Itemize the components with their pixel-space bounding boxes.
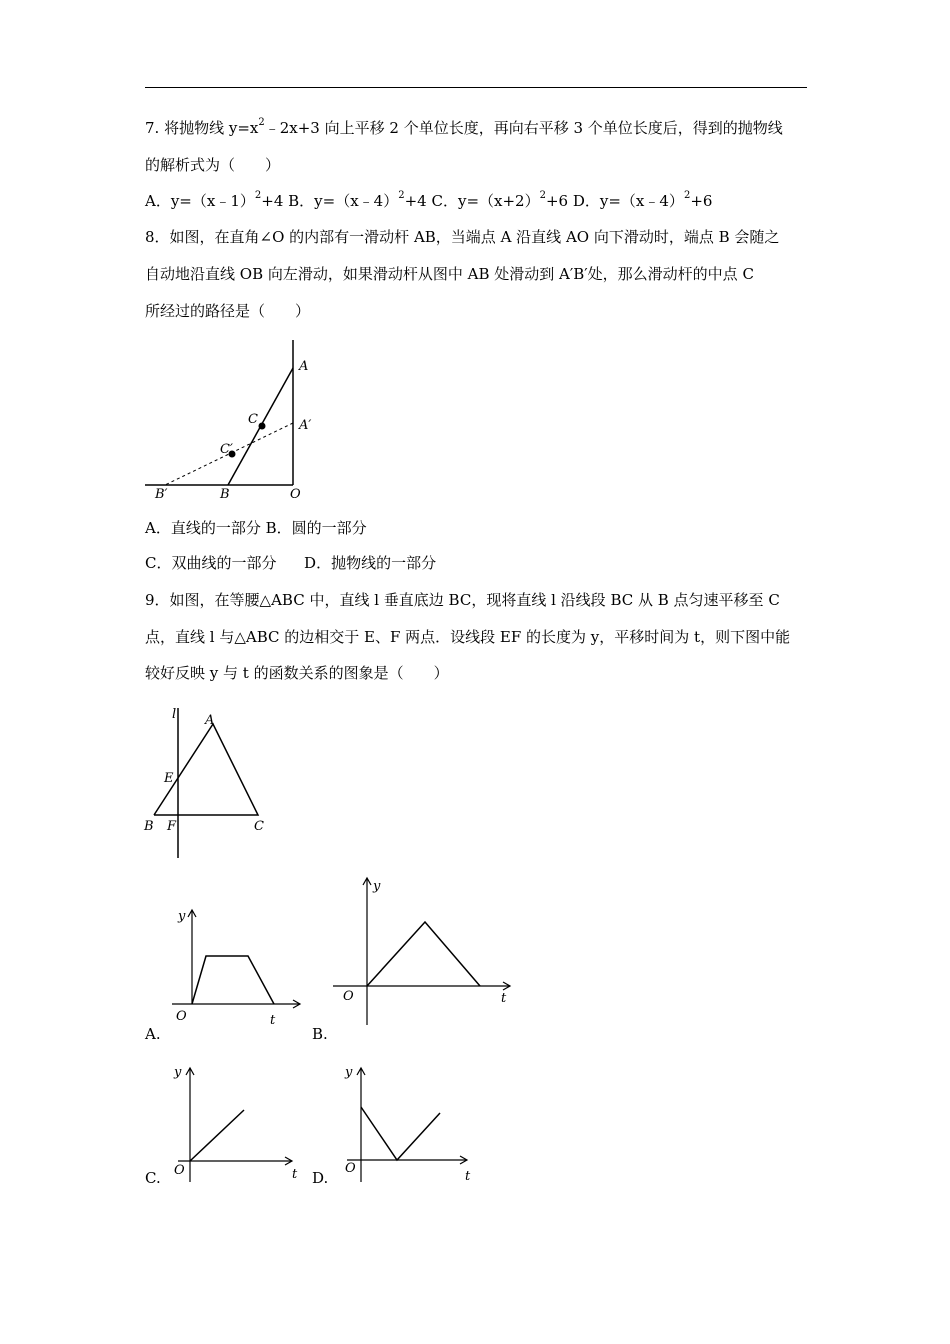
graph-d	[335, 1060, 475, 1185]
q8-options-row1	[145, 518, 367, 538]
graph-c-t-label: t	[292, 1167, 298, 1182]
q7-option-a: A．y=（x﹣1）$^2$+4	[145, 190, 284, 210]
graph-c-origin-label: O	[174, 1163, 185, 1178]
q9-triangle-figure	[140, 700, 280, 865]
q7-option-c: C．$y=(x+2)^2+6$	[426, 190, 569, 210]
label-c-prime: C′	[220, 442, 233, 457]
q7-options	[145, 191, 712, 211]
midpoint-c	[259, 423, 266, 430]
graph-c-option-label: C.	[145, 1169, 161, 1187]
graph-d-option-label: D.	[312, 1169, 329, 1187]
graph-d-curve	[361, 1107, 440, 1160]
q9-stem-line2: 点，直线 l 与△ABC 的边相交于 E、F 两点．设线段 EF 的长度为 y，平移时间为 t，则下图中能	[145, 628, 791, 646]
graph-b-y-label: y	[373, 879, 381, 894]
graph-b-curve	[367, 922, 480, 986]
label-a-prime: A′	[299, 418, 312, 433]
q9-stem-line3: 较好反映 y 与 t 的函数关系的图象是（ ）	[145, 664, 449, 682]
label-b: B	[220, 487, 230, 502]
q9-stem-line1: 9．如图，在等腰△ABC 中，直线 l 垂直底边 BC，现将直线 l 沿线段 BC 从 B 点匀速平移至 C	[145, 591, 780, 609]
q8-option-c: C．双曲线的一部分	[145, 554, 277, 572]
q7-stem-line1: 7. 将抛物线 $y=x^2﹣2x+3$ 向上平移 2 个单位长度，再向右平移 3 个单位长度后，得到的抛物线	[145, 117, 783, 137]
label-c: C	[248, 412, 258, 427]
q8-stem-line3: 所经过的路径是（ ）	[145, 302, 311, 320]
q7-option-d: D．y=（x﹣4）$^2$+6	[568, 190, 713, 210]
triangle-abc	[154, 724, 258, 815]
graph-b-option-label: B.	[312, 1025, 328, 1043]
label-b-prime: B′	[155, 487, 168, 502]
graph-d-origin-label: O	[345, 1161, 356, 1176]
label-a: A	[205, 713, 215, 728]
graph-d-y-label: y	[345, 1065, 353, 1080]
label-e: E	[164, 771, 174, 786]
graph-a	[170, 900, 310, 1035]
label-l: l	[172, 707, 177, 722]
label-f: F	[167, 819, 177, 834]
graph-a-t-label: t	[270, 1013, 276, 1028]
q7-option-b: B．y=（x﹣4）$^2$+4	[283, 190, 427, 210]
q8-option-a: A．直线的一部分	[145, 519, 261, 537]
q7-stem-line2: 的解析式为（ ）	[145, 156, 281, 174]
graph-d-t-label: t	[465, 1169, 471, 1184]
graph-a-y-label: y	[178, 909, 186, 924]
q8-options-row2	[145, 553, 436, 573]
graph-a-option-label: A.	[145, 1025, 161, 1043]
q8-stem-line1: 8．如图，在直角∠O 的内部有一滑动杆 AB，当端点 A 沿直线 AO 向下滑动时，端点 B 会随之	[145, 228, 780, 246]
label-o: O	[290, 487, 301, 502]
q8-stem-line2: 自动地沿直线 OB 向左滑动，如果滑动杆从图中 AB 处滑动到 A′B′处，那么滑动杆的中点 C	[145, 265, 754, 283]
graph-b-t-label: t	[501, 991, 507, 1006]
graph-c-curve	[190, 1110, 244, 1161]
q8-option-d: D．抛物线的一部分	[304, 554, 437, 572]
header-rule	[145, 87, 807, 88]
graph-c-y-label: y	[174, 1065, 182, 1080]
q8-option-b: B．圆的一部分	[265, 519, 367, 537]
graph-b	[325, 870, 525, 1030]
graph-b-origin-label: O	[343, 989, 354, 1004]
graph-c	[170, 1060, 310, 1185]
q8-figure	[140, 335, 330, 505]
graph-a-origin-label: O	[176, 1009, 187, 1024]
label-b: B	[144, 819, 154, 834]
label-c: C	[254, 819, 264, 834]
label-a: A	[299, 359, 309, 374]
graph-a-curve	[192, 956, 274, 1004]
